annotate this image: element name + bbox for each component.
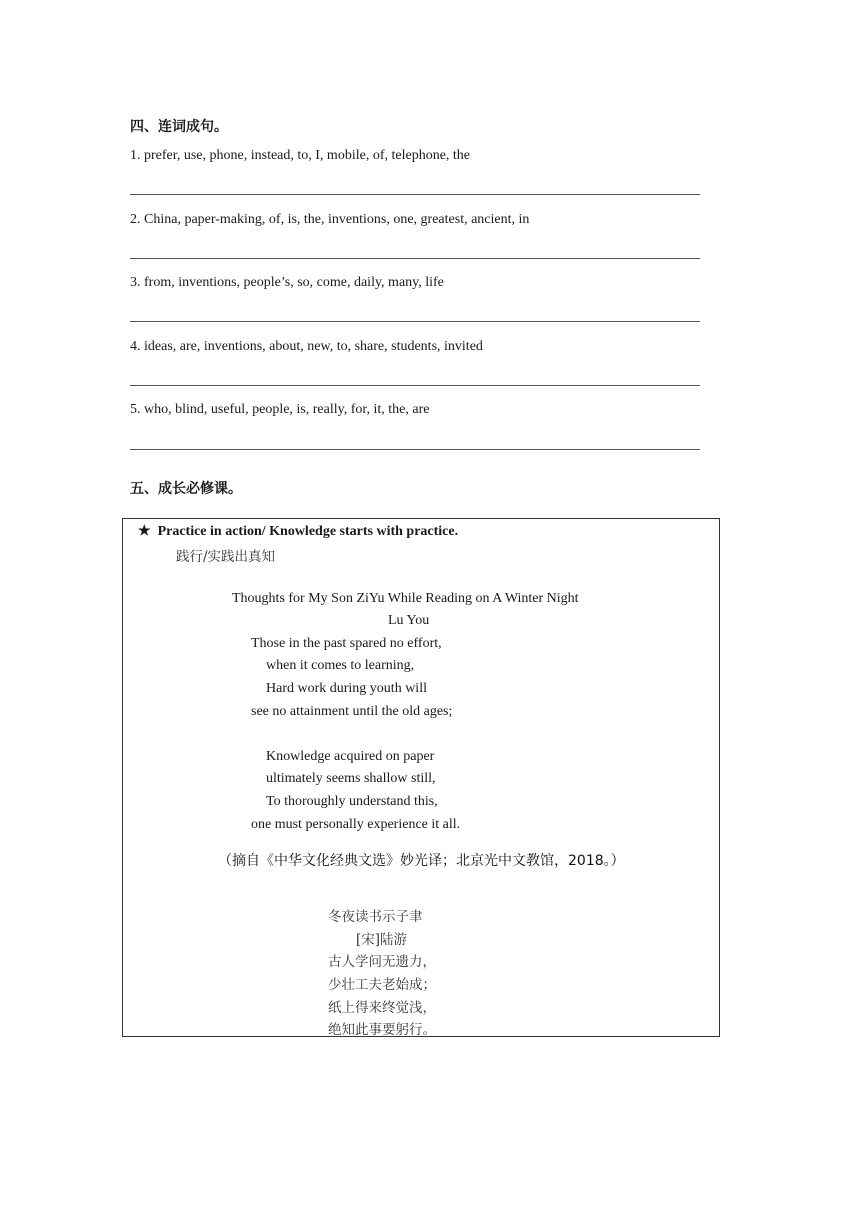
question-5: 5. who, blind, useful, people, is, really, for, it, the, are <box>130 402 430 417</box>
poem-line: when it comes to learning, <box>266 658 415 673</box>
poem-author: Lu You <box>388 613 430 628</box>
cn-poem-line: 古人学问无遗力， <box>328 954 436 970</box>
poem-title: Thoughts for My Son ZiYu While Reading on A Winter Night <box>232 591 579 606</box>
section-4-heading: 四、连词成句。 <box>130 119 228 135</box>
poem-line: ultimately seems shallow still, <box>266 771 436 786</box>
motto-cn: 践行/实践出真知 <box>176 549 276 565</box>
cn-poem-line: 绝知此事要躬行。 <box>328 1022 436 1038</box>
answer-line-4 <box>130 385 700 386</box>
poem-line: Hard work during youth will <box>266 681 427 696</box>
star-icon: ★ <box>138 524 151 539</box>
source-citation: （摘自《中华文化经典文选》妙光译；北京光中文教馆，2018。） <box>218 853 625 869</box>
poem-line: Those in the past spared no effort, <box>251 636 442 651</box>
cn-poem-author: [宋]陆游 <box>356 932 408 948</box>
motto-line <box>138 523 458 540</box>
answer-line-2 <box>130 258 700 259</box>
answer-line-3 <box>130 321 700 322</box>
section-5-heading: 五、成长必修课。 <box>130 481 242 497</box>
cn-poem-line: 纸上得来终觉浅， <box>328 1000 436 1016</box>
cn-poem-title: 冬夜读书示子聿 <box>328 909 423 925</box>
question-2: 2. China, paper-making, of, is, the, inventions, one, greatest, ancient, in <box>130 212 530 227</box>
poem-line: see no attainment until the old ages; <box>251 704 453 719</box>
question-3: 3. from, inventions, people’s, so, come, daily, many, life <box>130 275 444 290</box>
cn-poem-line: 少壮工夫老始成； <box>328 977 436 993</box>
motto-en: Practice in action/ Knowledge starts with practice. <box>157 524 459 539</box>
poem-line: Knowledge acquired on paper <box>266 749 435 764</box>
question-4: 4. ideas, are, inventions, about, new, to, share, students, invited <box>130 339 483 354</box>
poem-line: To thoroughly understand this, <box>266 794 438 809</box>
answer-line-5 <box>130 449 700 450</box>
answer-line-1 <box>130 194 700 195</box>
question-1: 1. prefer, use, phone, instead, to, I, mobile, of, telephone, the <box>130 148 471 163</box>
poem-line: one must personally experience it all. <box>251 817 461 832</box>
